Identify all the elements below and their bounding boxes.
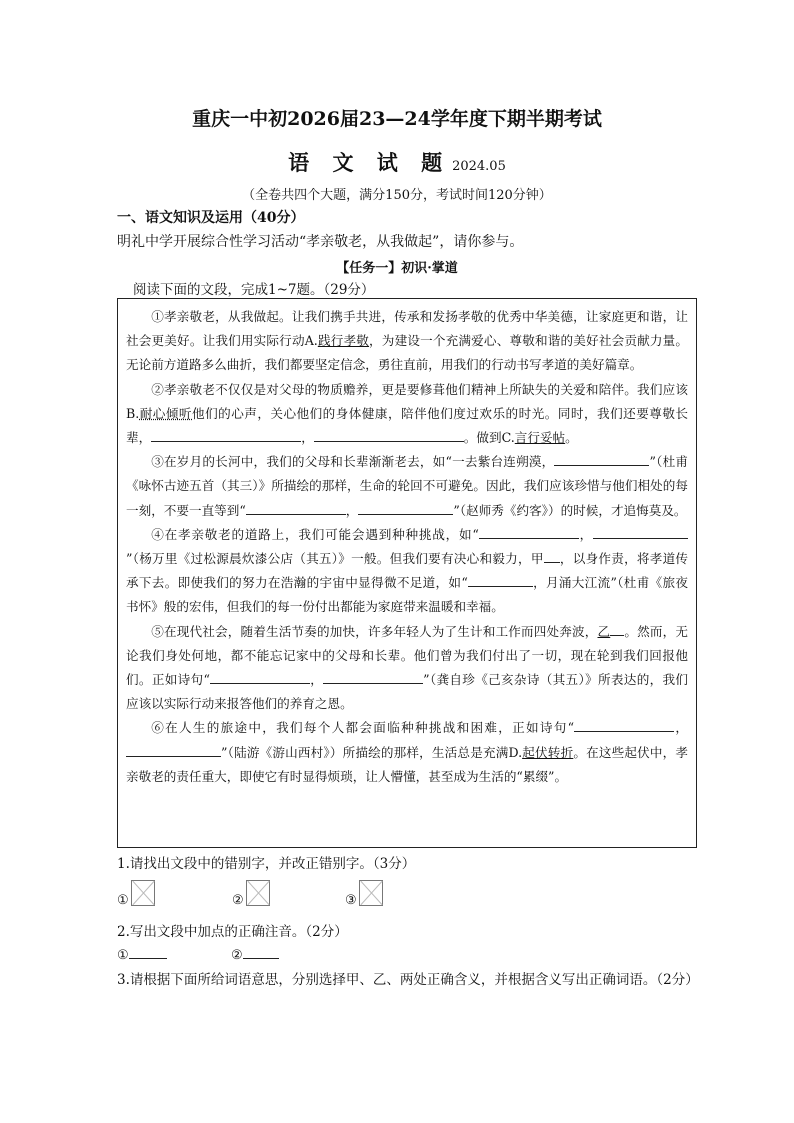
- answer-blank[interactable]: [210, 669, 310, 684]
- answer-blank[interactable]: [479, 524, 579, 539]
- paragraph-6: ⑥在人生的旅途中，我们每个人都会面临种种挑战和困难，正如诗句“ ，”（陆游《游山西村》）所描绘的那样，生活总是充满D.起伏转折。在这些起伏中，孝亲敬老的责任重大，即使它有时显得烦琐，让人懵懂，甚至成为生活的“累缀”。: [126, 716, 688, 789]
- answer-blank[interactable]: [246, 500, 346, 515]
- page-title: 重庆一中初2026届23—24学年度下期半期考试: [192, 108, 602, 130]
- blank-yi: 乙: [597, 623, 611, 639]
- exam-subtitle: [0, 147, 794, 177]
- task-heading: 【任务一】初识·掌道: [336, 261, 458, 276]
- question-2: 2.写出文段中加点的正确注音。（2分）: [117, 924, 348, 940]
- answer-blank[interactable]: [358, 500, 453, 515]
- activity-intro: 明礼中学开展综合性学习活动“孝亲敬老，从我做起”，请你参与。: [117, 234, 524, 250]
- answer-grid-cell[interactable]: [359, 880, 383, 906]
- answer-grid-cell[interactable]: [131, 880, 155, 906]
- answer-blank[interactable]: [151, 427, 301, 442]
- passage-box: [117, 298, 697, 848]
- answer-blank[interactable]: [323, 669, 423, 684]
- paragraph-3: ③在岁月的长河中，我们的父母和长辈渐渐老去，如“一去紫台连朔漠， ”（杜甫《咏怀古迹五首（其三）》所描绘的那样，生命的轮回不可避免。因此，我们应该珍惜与他们相处的每一刻，不要一直等到“ ， ”（赵师秀《约客》）的时候，才追悔莫及。: [126, 450, 688, 523]
- answer-blank[interactable]: [544, 548, 560, 563]
- answer-blank[interactable]: [243, 944, 279, 959]
- marked-word-c: 言行妥帖: [514, 430, 566, 446]
- pinyin-answer-row: ① ②: [117, 944, 417, 963]
- paragraph-1: ①孝亲敬老，从我做起。让我们携手共进，传承和发扬孝敬的优秀中华美德，让家庭更和谐，让社会更美好。让我们用实际行动A.践行孝敬，为建设一个充满爱心、尊敬和谐的美好社会贡献力量。无论前方道路多么曲折，我们都要坚定信念，勇往直前，用我们的行动书写孝道的美好篇章。: [126, 309, 688, 373]
- reading-instruction: 阅读下面的文段，完成1~7题。（29分）: [133, 282, 375, 298]
- answer-blank[interactable]: [126, 742, 221, 757]
- marked-word-d: 起伏转折: [522, 744, 574, 760]
- exam-note: （全卷共四个大题，满分150分，考试时间120分钟）: [242, 188, 552, 203]
- exam-date: 2024.05: [452, 159, 506, 174]
- marked-word-a: 践行孝敬: [317, 333, 370, 349]
- section-heading: 一、语文知识及运用（40分）: [117, 210, 305, 226]
- question-1: 1.请找出文段中的错别字，并改正错别字。（3分）: [117, 856, 416, 872]
- correction-answer-row: ① ② ③: [117, 880, 517, 912]
- answer-blank[interactable]: [554, 451, 649, 466]
- paragraph-5: ⑤在现代社会，随着生活节奏的加快，许多年轻人为了生计和工作而四处奔波，乙 。然而，无论我们身处何地，都不能忘记家中的父母和长辈。他们曾为我们付出了一切，现在轮到我们回报他们。正如诗句“ ， ”（龚自珍《己亥杂诗（其五）》所表达的，我们应该以实际行动来报答他们的养育之恩。: [126, 620, 688, 717]
- paragraph-4: ④在孝亲敬老的道路上，我们可能会遇到种种挑战，如“ ，”（杨万里《过松源晨炊漆公店（其五）》一般。但我们要有决心和毅力，甲 ，以身作责，将孝道传承下去。即使我们的努力在浩瀚的宇宙中显得微不足道，如“ ，月涌大江流”（杜甫《旅夜书怀》般的宏伟，但我们的每一份付出都能为家庭带来温暖和幸福。: [126, 523, 688, 620]
- question-3: 3.请根据下面所给词语意思，分别选择甲、乙、两处正确含义，并根据含义写出正确词语。（2分）: [117, 972, 699, 988]
- marked-word-b: 耐心倾听: [139, 405, 192, 421]
- answer-blank[interactable]: [593, 524, 688, 539]
- answer-grid-cell[interactable]: [246, 880, 270, 906]
- answer-blank[interactable]: [468, 572, 533, 587]
- answer-blank[interactable]: [129, 944, 167, 959]
- subject-title: 语 文 试 题: [288, 150, 451, 175]
- paragraph-2: ②孝亲敬老不仅仅是对父母的物质赡养，更是要修葺他们精神上所缺失的关爱和陪伴。我们应该B.耐心倾听他们的心声，关心他们的身体健康，陪伴他们度过欢乐的时光。同时，我们还要尊敬长辈， ， 。做到C.言行妥帖。: [126, 381, 689, 446]
- answer-blank[interactable]: [314, 427, 464, 442]
- answer-blank[interactable]: [574, 717, 674, 732]
- answer-blank[interactable]: [610, 621, 624, 636]
